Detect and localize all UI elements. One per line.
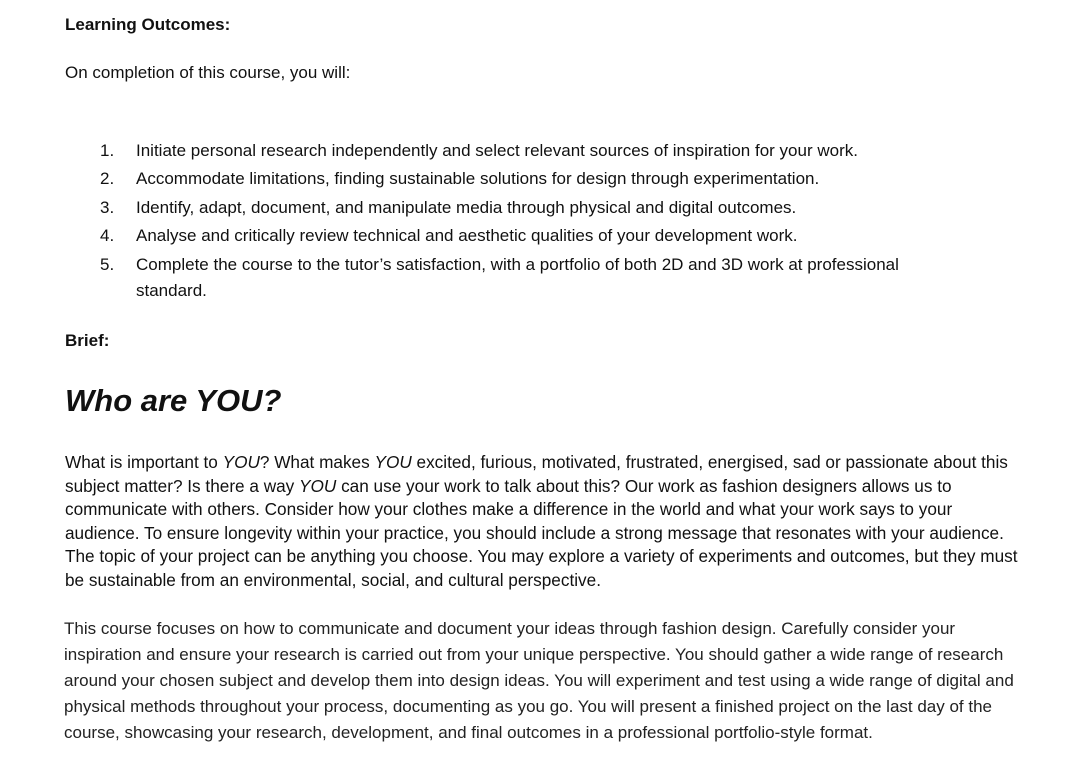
list-item-text: Analyse and critically review technical and aesthetic qualities of your development work.	[136, 226, 798, 246]
paragraph-text: What is important to	[65, 452, 223, 472]
list-item-number: 2.	[100, 169, 115, 189]
list-item-text: Identify, adapt, document, and manipulate media through physical and digital outcomes.	[136, 197, 797, 217]
list-item	[100, 138, 1000, 166]
list-item-number: 3.	[100, 197, 115, 217]
list-item-text: Accommodate limitations, finding sustainable solutions for design through experimentation.	[136, 169, 820, 189]
list-item-text: Initiate personal research independently and select relevant sources of inspiration for your work.	[136, 141, 858, 160]
list-item-text: Complete the course to the tutor’s satisfaction, with a portfolio of both 2D and 3D work at professional standard.	[136, 254, 899, 300]
list-item	[100, 252, 1000, 306]
list-item	[100, 195, 1000, 223]
emphasis-you: YOU	[222, 452, 260, 472]
paragraph-text: ? What makes	[259, 452, 375, 472]
list-item-number: 5.	[100, 254, 115, 274]
brief-heading: Brief:	[65, 331, 110, 350]
paragraph-text: can use your work to talk about this? Our work as fashion designers allows us to communicate with others. Consider how your clothes make a difference in the world and what your work says to your audience. To ensure longevity within your practice, you should include a strong message that resonates with your audience. The topic of your project can be anything you choose. You may explore a variety of experiments and outcomes, but they must be sustainable from an environmental, social, and cultural perspective.	[65, 475, 1018, 590]
brief-paragraph-2: This course focuses on how to communicate and document your ideas through fashion design. Carefully consider your inspiration and ensure your research is carried out from your unique perspective. You should gather a wide range of research around your chosen subject and develop them into design ideas. You will experiment and test using a wide range of digital and physical methods throughout your process, documenting as you go. You will present a finished project on the last day of the course, showcasing your research, development, and final outcomes in a professional portfolio-style format.	[64, 619, 1014, 742]
learning-outcomes-intro: On completion of this course, you will:	[65, 63, 351, 82]
learning-outcomes-list	[100, 138, 1000, 306]
emphasis-you: YOU	[374, 452, 412, 472]
brief-title: Who are YOU?	[65, 383, 282, 418]
list-item	[100, 223, 1000, 251]
learning-outcomes-heading: Learning Outcomes:	[65, 15, 231, 34]
list-item-number: 4.	[100, 226, 115, 246]
list-item-number: 1.	[100, 141, 115, 160]
emphasis-you: YOU	[299, 475, 337, 496]
paragraph-text: excited, furious, motivated, frustrated, energised, sad or passionate about this subject matter? Is there a way	[65, 452, 1008, 496]
brief-paragraph-1	[65, 451, 1025, 593]
list-item	[100, 166, 1000, 194]
